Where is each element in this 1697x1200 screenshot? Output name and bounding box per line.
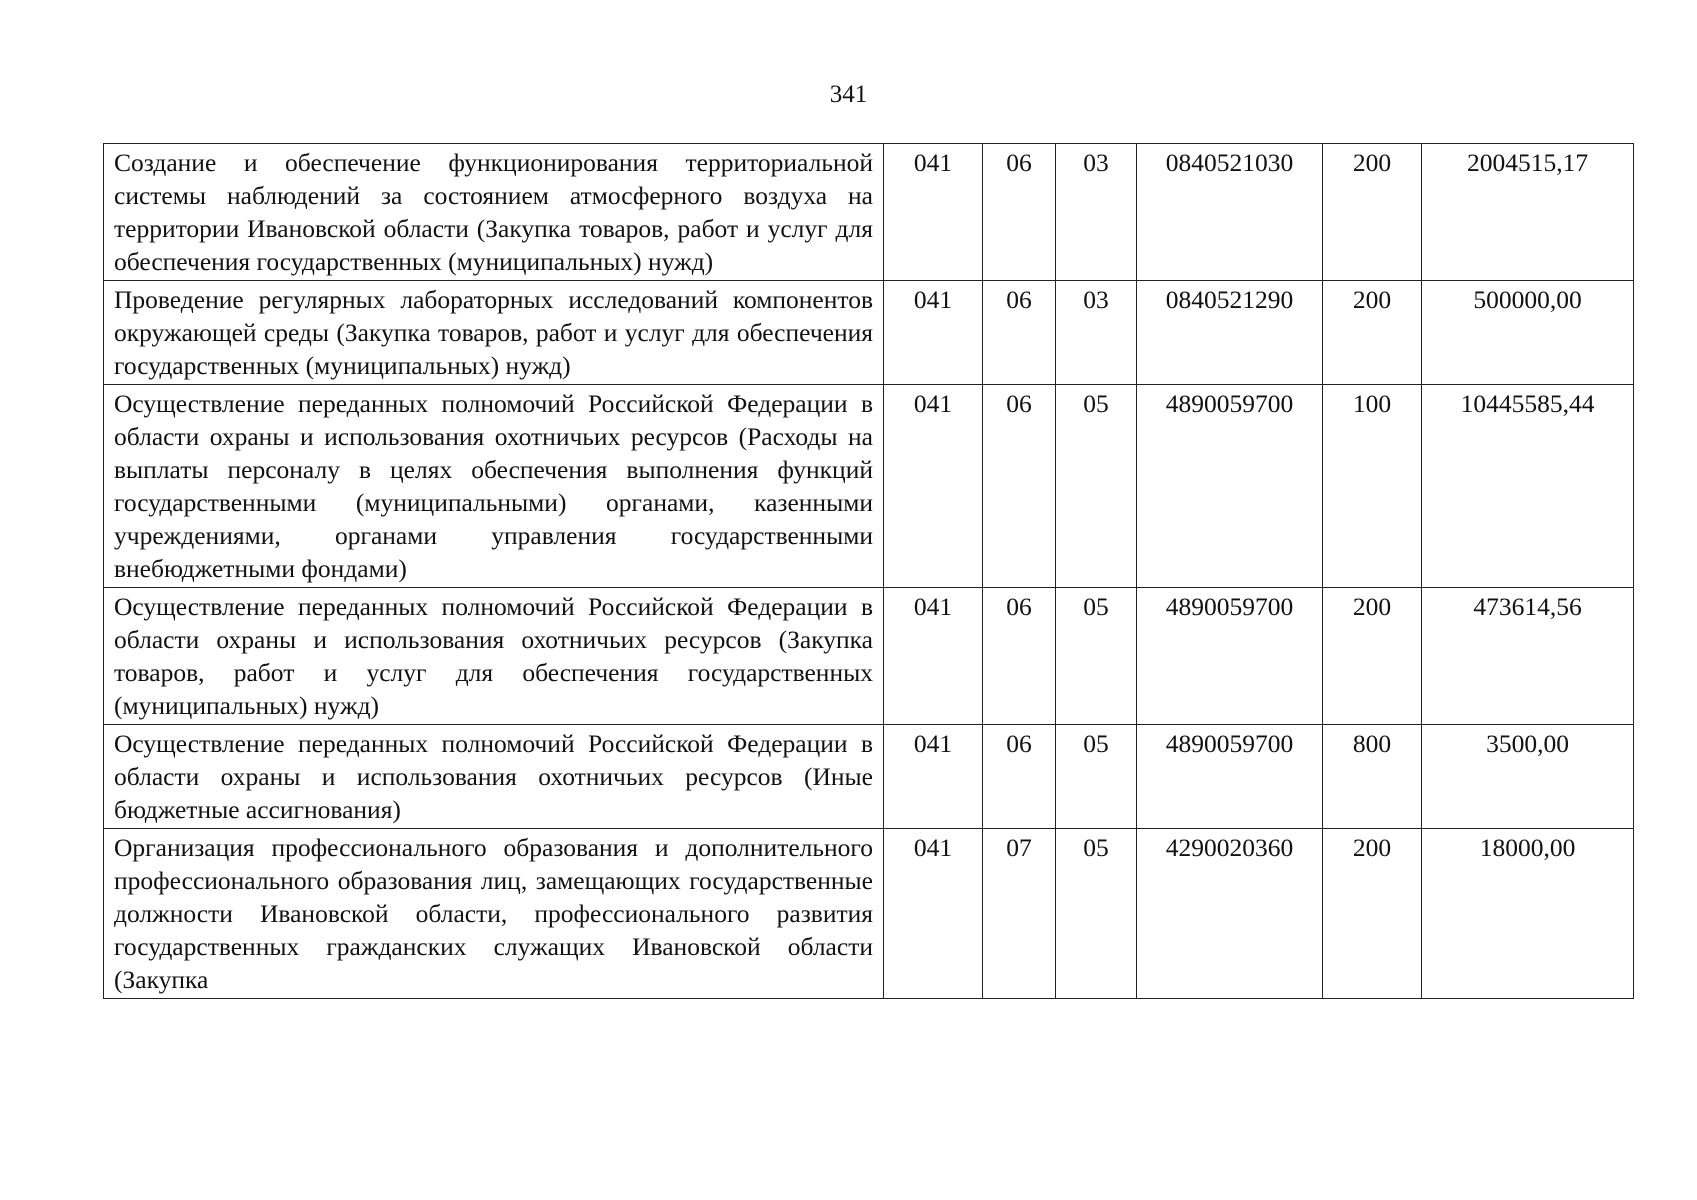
target-article-code: 4290020360 xyxy=(1137,829,1323,999)
subsection-code: 05 xyxy=(1056,385,1137,588)
section-code: 06 xyxy=(983,281,1056,385)
ministry-code: 041 xyxy=(884,829,983,999)
section-code: 06 xyxy=(983,725,1056,829)
subsection-code: 03 xyxy=(1056,144,1137,281)
target-article-code: 4890059700 xyxy=(1137,725,1323,829)
table-row xyxy=(104,725,1634,829)
expense-type-code: 200 xyxy=(1323,144,1422,281)
row-description: Осуществление переданных полномочий Российской Федерации в области охраны и использования охотничьих ресурсов (Закупка товаров, работ и услуг для обеспечения государственных (муниципальных) нужд) xyxy=(104,588,884,725)
expense-type-code: 200 xyxy=(1323,281,1422,385)
table-row xyxy=(104,385,1634,588)
amount: 10445585,44 xyxy=(1422,385,1634,588)
section-code: 06 xyxy=(983,144,1056,281)
table-row xyxy=(104,144,1634,281)
expense-type-code: 100 xyxy=(1323,385,1422,588)
amount: 473614,56 xyxy=(1422,588,1634,725)
subsection-code: 05 xyxy=(1056,588,1137,725)
subsection-code: 05 xyxy=(1056,829,1137,999)
amount: 18000,00 xyxy=(1422,829,1634,999)
section-code: 06 xyxy=(983,385,1056,588)
ministry-code: 041 xyxy=(884,385,983,588)
ministry-code: 041 xyxy=(884,281,983,385)
row-description: Проведение регулярных лабораторных исследований компонентов окружающей среды (Закупка товаров, работ и услуг для обеспечения государственных (муниципальных) нужд) xyxy=(104,281,884,385)
target-article-code: 4890059700 xyxy=(1137,588,1323,725)
page-number: 341 xyxy=(829,81,868,108)
ministry-code: 041 xyxy=(884,588,983,725)
ministry-code: 041 xyxy=(884,144,983,281)
expense-type-code: 800 xyxy=(1323,725,1422,829)
row-description: Организация профессионального образования и дополнительного профессионального образования лиц, замещающих государственные должности Ивановской области, профессионального развития государственных гражданских служащих Ивановской области (Закупка xyxy=(104,829,884,999)
table-row xyxy=(104,281,1634,385)
target-article-code: 0840521290 xyxy=(1137,281,1323,385)
budget-table xyxy=(103,143,1634,999)
expense-type-code: 200 xyxy=(1323,588,1422,725)
subsection-code: 05 xyxy=(1056,725,1137,829)
target-article-code: 4890059700 xyxy=(1137,385,1323,588)
section-code: 07 xyxy=(983,829,1056,999)
ministry-code: 041 xyxy=(884,725,983,829)
subsection-code: 03 xyxy=(1056,281,1137,385)
table-row xyxy=(104,829,1634,999)
target-article-code: 0840521030 xyxy=(1137,144,1323,281)
row-description: Создание и обеспечение функционирования территориальной системы наблюдений за состоянием атмосферного воздуха на территории Ивановской области (Закупка товаров, работ и услуг для обеспечения государственных (муниципальных) нужд) xyxy=(104,144,884,281)
section-code: 06 xyxy=(983,588,1056,725)
amount: 3500,00 xyxy=(1422,725,1634,829)
row-description: Осуществление переданных полномочий Российской Федерации в области охраны и использования охотничьих ресурсов (Расходы на выплаты персоналу в целях обеспечения выполнения функций государственными (муниципальными) органами, казенными учреждениями, органами управления государственными внебюджетными фондами) xyxy=(104,385,884,588)
amount: 2004515,17 xyxy=(1422,144,1634,281)
expense-type-code: 200 xyxy=(1323,829,1422,999)
table-row xyxy=(104,588,1634,725)
row-description: Осуществление переданных полномочий Российской Федерации в области охраны и использования охотничьих ресурсов (Иные бюджетные ассигнования) xyxy=(104,725,884,829)
amount: 500000,00 xyxy=(1422,281,1634,385)
